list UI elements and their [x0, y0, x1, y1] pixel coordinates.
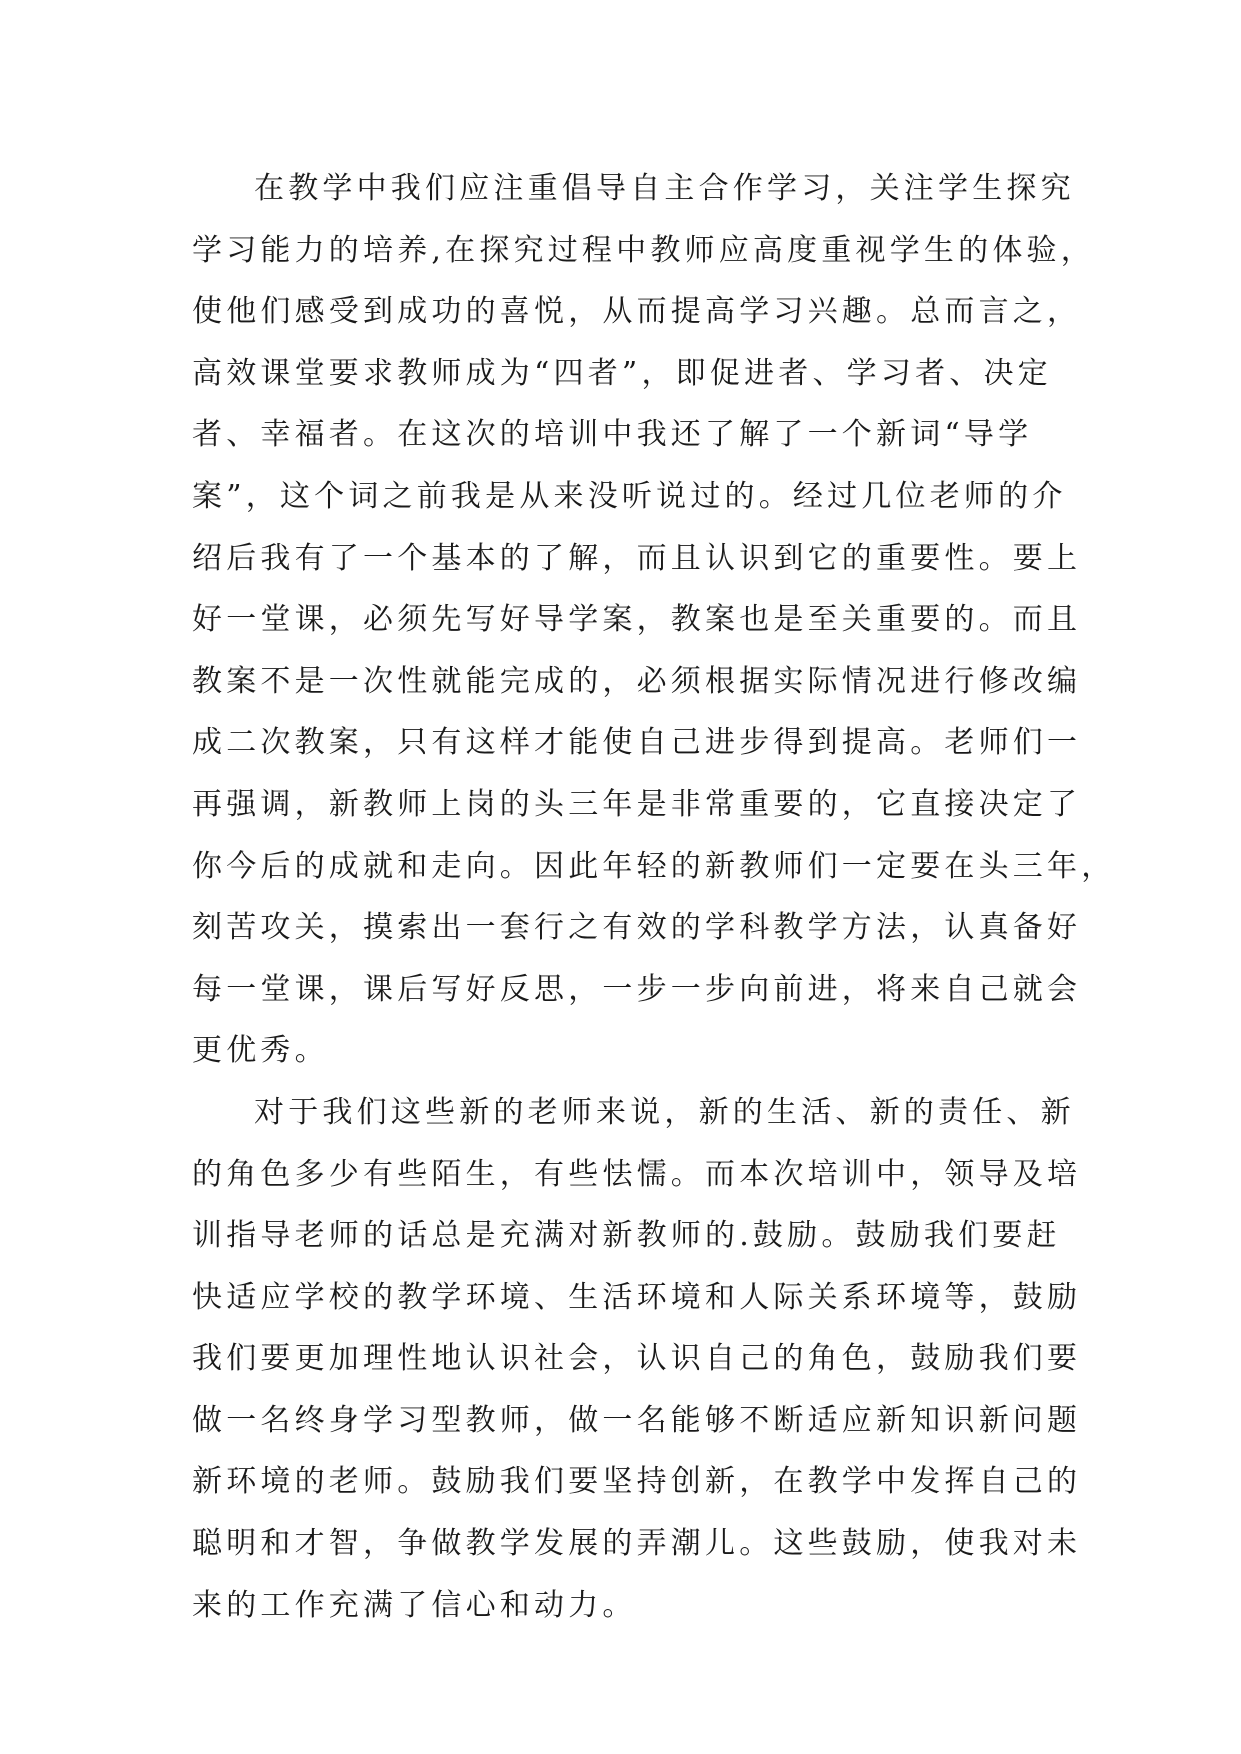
paragraph-line: 新环境的老师。鼓励我们要坚持创新，在教学中发挥自己的 [192, 1464, 1082, 1500]
paragraph-line: 绍后我有了一个基本的了解，而且认识到它的重要性。要上 [192, 540, 1082, 576]
paragraph-line: 来的工作充满了信心和动力。 [192, 1587, 637, 1623]
paragraph-line: 你今后的成就和走向。因此年轻的新教师们一定要在头三年， [192, 848, 1116, 884]
paragraph-line: 快适应学校的教学环境、生活环境和人际关系环境等，鼓励 [192, 1279, 1082, 1315]
paragraph-line: 每一堂课，课后写好反思，一步一步向前进，将来自己就会 [192, 971, 1082, 1007]
paragraph-line: 使他们感受到成功的喜悦，从而提高学习兴趣。总而言之， [192, 294, 1082, 330]
paragraph-2 [192, 1082, 1092, 1636]
paragraph-line: 学习能力的培养,在探究过程中教师应高度重视学生的体验， [192, 232, 1095, 268]
paragraph-line: 训指导老师的话总是充满对新教师的.鼓励。鼓励我们要赶 [192, 1218, 1061, 1254]
paragraph-line: 我们要更加理性地认识社会，认识自己的角色，鼓励我们要 [192, 1341, 1082, 1377]
paragraph-line: 成二次教案，只有这样才能使自己进步得到提高。老师们一 [192, 725, 1082, 761]
paragraph-line: 做一名终身学习型教师，做一名能够不断适应新知识新问题 [192, 1402, 1082, 1438]
paragraph-1 [192, 158, 1116, 1082]
paragraph-line: 再强调，新教师上岗的头三年是非常重要的，它直接决定了 [192, 786, 1082, 822]
paragraph-line: 刻苦攻关，摸索出一套行之有效的学科教学方法，认真备好 [192, 910, 1082, 946]
paragraph-line: 者、幸福者。在这次的培训中我还了解了一个新词“导学 [192, 417, 1033, 453]
paragraph-line: 教案不是一次性就能完成的，必须根据实际情况进行修改编 [192, 663, 1082, 699]
paragraph-line: 好一堂课，必须先写好导学案，教案也是至关重要的。而且 [192, 602, 1082, 638]
paragraph-line: 聪明和才智，争做教学发展的弄潮儿。这些鼓励，使我对未 [192, 1526, 1082, 1562]
paragraph-line: 在教学中我们应注重倡导自主合作学习，关注学生探究 [254, 171, 1075, 206]
paragraph-line: 高效课堂要求教师成为“四者”，即促进者、学习者、决定 [192, 355, 1052, 391]
paragraph-line: 更优秀。 [192, 1033, 329, 1069]
paragraph-line: 案”，这个词之前我是从来没听说过的。经过几位老师的介 [192, 478, 1067, 514]
document-body [192, 158, 1116, 1636]
paragraph-line: 的角色多少有些陌生，有些怯懦。而本次培训中，领导及培 [192, 1156, 1082, 1192]
paragraph-line: 对于我们这些新的老师来说，新的生活、新的责任、新 [254, 1094, 1075, 1130]
